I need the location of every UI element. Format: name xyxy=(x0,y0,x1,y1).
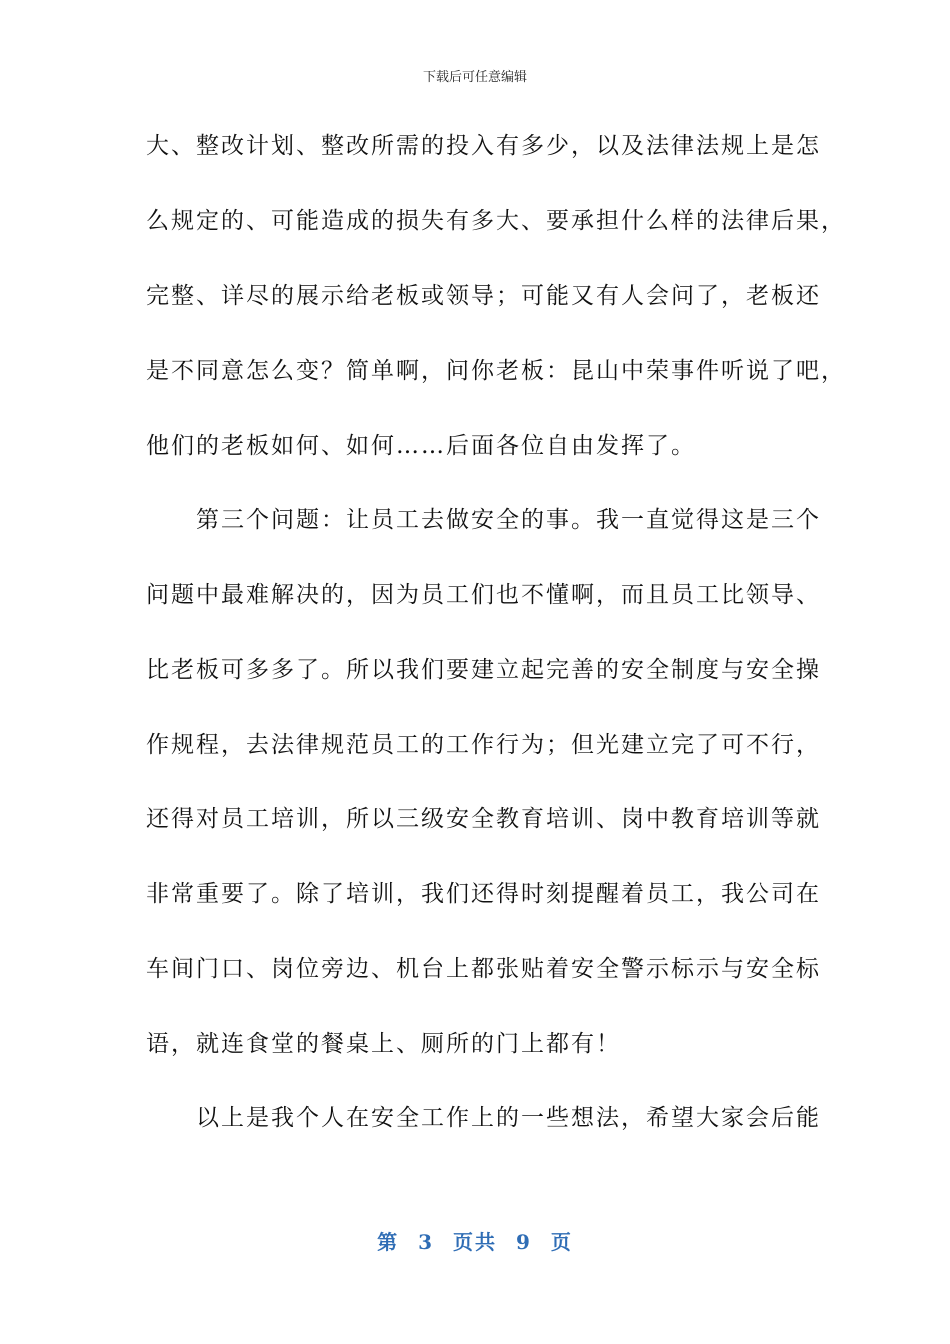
body-line: 比老板可多多了。所以我们要建立起完善的安全制度与安全操 xyxy=(146,657,821,683)
body-line: 是不同意怎么变？简单啊，问你老板：昆山中荣事件听说了吧， xyxy=(146,358,846,384)
body-line: 问题中最难解决的，因为员工们也不懂啊，而且员工比领导、 xyxy=(146,582,821,608)
body-line: 语，就连食堂的餐桌上、厕所的门上都有！ xyxy=(146,1031,621,1057)
body-line: 么规定的、可能造成的损失有多大、要承担什么样的法律后果， xyxy=(146,208,846,234)
body-line: 作规程，去法律规范员工的工作行为；但光建立完了可不行， xyxy=(146,732,821,758)
body-line: 车间门口、岗位旁边、机台上都张贴着安全警示标示与安全标 xyxy=(146,956,821,982)
body-line: 第三个问题：让员工去做安全的事。我一直觉得这是三个 xyxy=(146,507,821,533)
body-line: 以上是我个人在安全工作上的一些想法，希望大家会后能 xyxy=(146,1105,821,1131)
body-line: 他们的老板如何、如何……后面各位自由发挥了。 xyxy=(146,433,696,459)
body-line: 还得对员工培训，所以三级安全教育培训、岗中教育培训等就 xyxy=(146,806,821,832)
page-number-footer: 第 3 页共 9 页 xyxy=(377,1230,573,1254)
body-line: 非常重要了。除了培训，我们还得时刻提醒着员工，我公司在 xyxy=(146,881,821,907)
body-line: 大、整改计划、整改所需的投入有多少，以及法律法规上是怎 xyxy=(146,133,821,159)
page-header: 下载后可任意编辑 xyxy=(422,70,527,85)
body-line: 完整、详尽的展示给老板或领导；可能又有人会问了，老板还 xyxy=(146,283,821,309)
